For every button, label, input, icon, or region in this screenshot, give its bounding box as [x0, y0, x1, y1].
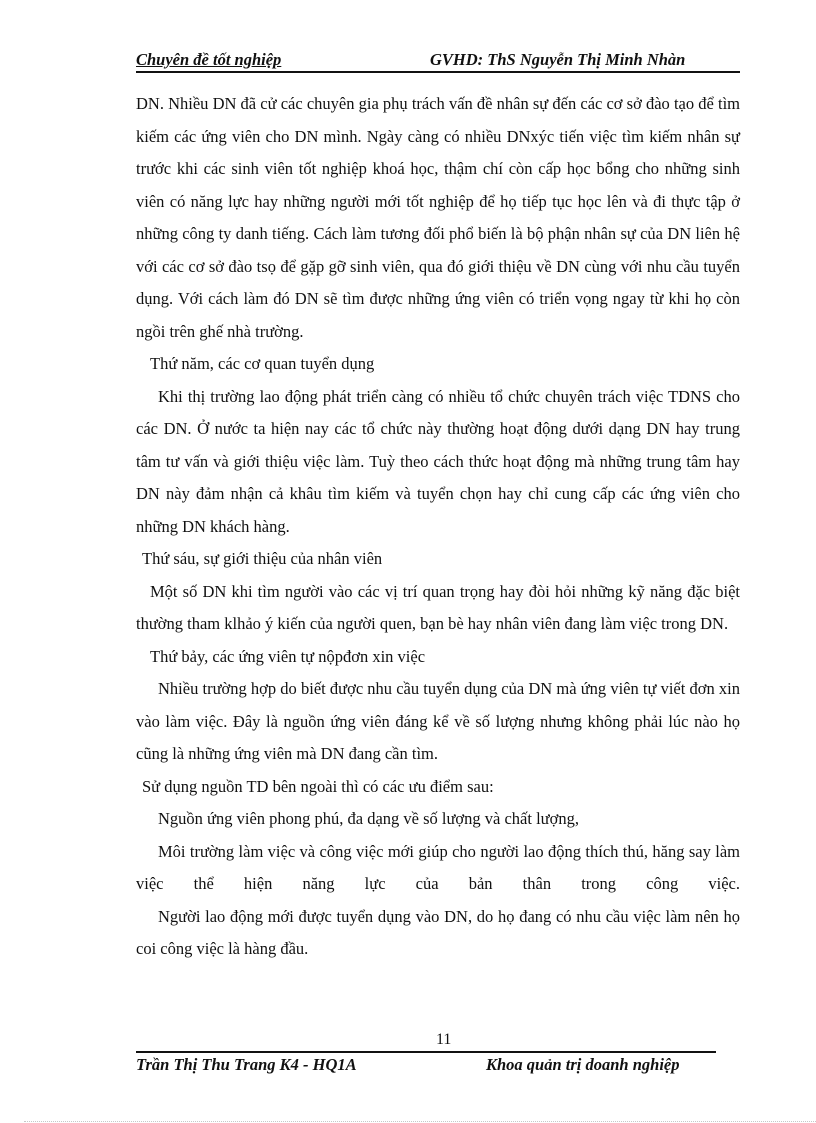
page-number: 11 [436, 1031, 452, 1048]
page-header [136, 48, 740, 72]
body-text [136, 88, 740, 966]
header-supervisor: GVHD: ThS Nguyễn Thị Minh Nhàn [430, 50, 686, 69]
heading-self-applicants: Thứ bảy, các ứng viên tự nộpđơn xin việc [150, 646, 426, 666]
heading-employee-referral: Thứ sáu, sự giới thiệu của nhân viên [142, 549, 383, 568]
header-document-type: Chuyên đề tốt nghiệp [136, 50, 282, 69]
header-divider [136, 71, 740, 73]
paragraph-recruiting-at-schools: DN. Nhiều DN đã cử các chuyên gia phụ trách vấn đề nhân sự đến các cơ sở đào tạo để tìm kiếm các ứng viên cho DN mình. Ngày càng có nhiều DNxýc tiến việc tìm kiếm nhân sự trước khi các sinh viên tốt nghiệp khoá học, thậm chí còn cấp học bổng cho những sinh viên có năng lực hay những người mới tốt nghiệp để họ tiếp tục học lên và đi thực tập ở những công ty danh tiếng. Cách làm tương đối phổ biến là bộ phận nhân sự của DN liên hệ với các cơ sở đào tsọ để gặp gỡ sinh viên, qua đó giới thiệu về DN cùng với nhu cầu tuyển dụng. Với cách làm đó DN sẽ tìm được những ứng viên có triển vọng ngay từ khi họ còn ngồi trên ghế nhà trường. [136, 94, 740, 341]
paragraph-employee-referral: Một số DN khi tìm người vào các vị trí quan trọng hay đòi hỏi những kỹ năng đặc biệt thường tham klhảo ý kiến của người quen, bạn bè hay nhân viên đang làm việc trong DN. [136, 581, 740, 633]
advantage-item: Nguồn ứng viên phong phú, đa dạng về số lượng và chất lượng, [158, 809, 579, 828]
footer-divider [136, 1051, 716, 1053]
external-sources-advantages-intro: Sử dụng nguồn TD bên ngoài thì có các ưu điểm sau: [142, 776, 494, 796]
page-footer [136, 1055, 740, 1077]
footer-author: Trần Thị Thu Trang K4 - HQ1A [136, 1055, 357, 1074]
paragraph-self-applicants: Nhiều trường hợp do biết được nhu cầu tuyển dụng của DN mà ứng viên tự viết đơn xin vào làm việc. Đây là nguồn ứng viên đáng kể về số lượng nhưng không phải lúc nào họ cũng là những ứng viên mà DN đang cần tìm. [136, 679, 740, 763]
advantage-item: Người lao động mới được tuyển dụng vào DN, do họ đang có nhu cầu việc làm nên họ coi công việc là hàng đầu. [136, 906, 740, 958]
footer-department: Khoa quản trị doanh nghiệp [486, 1055, 680, 1074]
paragraph-recruitment-agencies: Khi thị trường lao động phát triển càng có nhiều tổ chức chuyên trách việc TDNS cho các DN. Ở nước ta hiện nay các tổ chức này thường hoạt động dưới dạng DN hay trung tâm tư vấn và giới thiệu việc làm. Tuỳ theo cách thức hoạt động mà những trung tâm hay DN này đảm nhận cả khâu tìm kiếm và tuyển chọn hay chỉ cung cấp các ứng viên cho những DN khách hàng. [136, 386, 740, 536]
advantage-item: Môi trường làm việc và công việc mới giúp cho người lao động thích thú, hăng say làm việc thể hiện năng lực của bản thân trong công việc. [136, 841, 740, 893]
heading-recruitment-agencies: Thứ năm, các cơ quan tuyển dụng [150, 354, 375, 373]
page-bottom-edge [24, 1121, 816, 1122]
